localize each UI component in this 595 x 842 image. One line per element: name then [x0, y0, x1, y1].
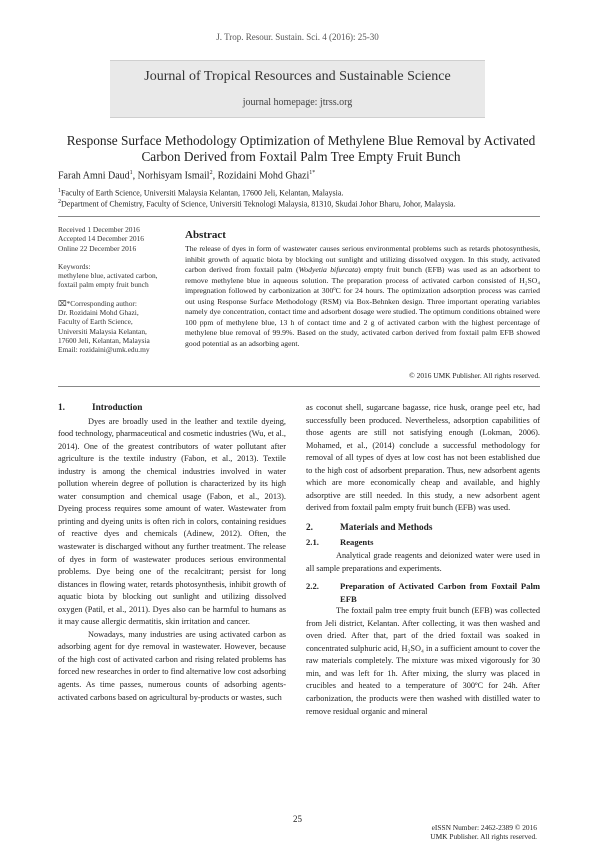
author-name: Farah Amni Daud — [58, 170, 130, 182]
paragraph: Analytical grade reagents and deionized water were used in all sample preparations and experiments. — [306, 551, 540, 573]
corresponding-author-email[interactable]: Email: rozidaini@umk.edu.my — [58, 345, 150, 355]
section-number: 1. — [58, 403, 65, 413]
divider — [58, 216, 540, 217]
section-title: Materials and Methods — [340, 522, 433, 533]
affiliation-text: Department of Chemistry, Faculty of Science, Universiti Teknologi Malaysia, 81310, Skudai Johor Bharu, Johor, Malaysia. — [61, 199, 456, 209]
paragraph: The foxtail palm tree empty fruit bunch (EFB) was collected from Jeli district, Kelantan. After collecting, it was then washed and oven dried. After that, part of the dried foxtail was soaked in concentrated sulphuric acid, H₂SO₄ in a sufficient amount to cover the raw materials completely. The mixture was mixed vigorously for 30 min, and was left for 1h. After mixing, the slurry was placed in crucibles and heated to a temperature of 300ºC for 24h. After carbonization, the products were then washed with distilled water to remove residual organic and mineral — [306, 606, 540, 716]
paragraph: Dyes are broadly used in the leather and textile dyeing, food technology, pharmaceutical and cosmetic industries (Wu, et al., 2014). One of the greatest contributors of water pollutant after agriculture is the textile industry (Fabon, et al., 2013). Textile industry is among the chemical industries involved in water pollution wherein degree of pollution is characterized by its high water consumption and chemical usage (Fabon, et al., 2013). Dyeing process requires some amount of water. Wastewater from printing and dyeing units is often rich in colors, containing residues of reactive dyes and chemicals (Adinew, 2012). Often, the wastewater is discharged without any further treatment. The release of dyes in form of wastewater produces serious environmental problems. Dye being one of the recalcitrant; persist for long distances in flowing water, retards photosynthesis, inhibit growth of aquatic biota by blocking out sunlight and utilizing dissolved oxygen (Patil, et al., 2011). Dyes also can be harmful to humans as it may cause allergic dermatitis, skin irritation and cancer. — [58, 416, 286, 627]
species-name: Wodyetia bifurcata — [298, 265, 359, 274]
corresponding-author-line: Universiti Malaysia Kelantan, — [58, 326, 147, 336]
online-date: Online 22 December 2016 — [58, 243, 137, 253]
abstract-text — [185, 244, 540, 349]
affiliation — [58, 199, 456, 209]
journal-homepage-link[interactable]: journal homepage: jtrss.org — [242, 97, 353, 108]
corresponding-author-line: Dr. Rozidaini Mohd Ghazi, — [58, 308, 139, 318]
section-heading — [58, 402, 286, 415]
abstract-heading: Abstract — [185, 229, 226, 241]
keywords-label: Keywords: — [58, 261, 91, 271]
eissn: eISSN Number: 2462-2389 © 2016 — [431, 823, 537, 832]
subsection-number: 2.1. — [306, 537, 319, 548]
author-name: Rozidaini Mohd Ghazi — [217, 170, 310, 182]
affiliation-mark: 2 — [58, 199, 61, 205]
affiliation-text: Faculty of Earth Science, Universiti Malaysia Kelantan, 17600 Jeli, Kelantan, Malaysia. — [61, 188, 344, 198]
journal-banner — [110, 60, 485, 118]
author-affiliation-mark: 1* — [309, 170, 316, 176]
footer-issn — [430, 823, 537, 841]
abstract-part: The release of dyes in form of wastewater causes serious environmental problems such as retards photosynthesis, inhibit growth of aquatic biota by blocking out sunlight and utilizing dissolved oxygen. In this study, activated carbon derived from foxtail palm ( — [185, 244, 540, 274]
abstract-part: ) empty fruit bunch (EFB) was used as an adsorbent to remove methylene blue in aqueous solution. The preparation process of activated carbon consisted of H₂SO₄ impregnation followed by carbonization at 300ºC for 24 hours. The optimization adsorption process was carried out using Response Surface Methodology (RSM) via Box-Behnken design. Three important operating variables namely dye concentration, contact time and adsorbent dosage were studied. The optimum conditions obtained were 100 ppm of methylene blue, 13 h of contact time and 2 g of activated carbon with the highest percentage of methylene blue removal of 99.9%. Based on the study, activated carbon derived from foxtail palm EFB showed good potential as an adsorbing agent. — [185, 265, 540, 348]
subsection-title: Preparation of Activated Carbon from Foxtail Palm EFB — [340, 581, 540, 604]
paper-title: Response Surface Methodology Optimization of Methylene Blue Removal by Activated Carbon Derived from Foxtail Palm Tree Empty Fruit Bunch — [66, 133, 536, 164]
subsection-number: 2.2. — [306, 581, 319, 592]
divider — [58, 386, 540, 387]
subsection-heading — [306, 536, 540, 549]
affiliation-mark: 1 — [58, 188, 61, 194]
paragraph: as coconut shell, sugarcane bagasse, rice husk, orange peel etc, had successfully been produced. Nevertheless, adsorption capabilities of those agents are still not satisfying enough (Lokman, 2006). Mohamed, et al., (2014) conclude a successful methodology for removal of all types of dyes at low cost has not been established due to the high cost of adsorbent preparation. Thus, new adsorbent agents which are more economically cheap and available, and highly adsorptive are still needed. In this study, a new adsorbent agent derived from foxtail palm empty fruit bunch (EFB) was used. — [306, 403, 540, 513]
affiliation — [58, 188, 343, 198]
section-title: Introduction — [92, 403, 143, 413]
section-number: 2. — [306, 522, 313, 533]
journal-title: Journal of Tropical Resources and Sustainable Science — [144, 69, 451, 84]
corresponding-author-line: 17600 Jeli, Kelantan, Malaysia — [58, 335, 150, 345]
author-affiliation-mark: 1 — [129, 170, 133, 176]
author-name: Norhisyam Ismail — [137, 170, 210, 182]
corresponding-author-line: Faculty of Earth Science, — [58, 317, 133, 327]
subsection-heading — [306, 580, 540, 605]
subsection-title: Reagents — [340, 537, 374, 548]
right-column — [306, 402, 540, 718]
corresponding-author-label: ⌧*Corresponding author: — [58, 298, 137, 308]
section-heading — [306, 522, 540, 535]
paragraph: Nowadays, many industries are using activated carbon as adsorbing agent for dye removal in wastewater. However, because of the high cost of activated carbon and rising related problems has forced new researches in order to find alternative low cost adsorbing agents. As time passes, numerous counts of adsorbing agents-activated carbons based on agricultural by-products or wastes, such — [58, 629, 286, 702]
author-affiliation-mark: 2 — [209, 170, 213, 176]
article-info — [58, 225, 173, 355]
accepted-date: Accepted 14 December 2016 — [58, 234, 144, 244]
keywords: methylene blue, activated carbon, foxtail palm empty fruit bunch — [58, 271, 158, 290]
publisher-rights: UMK Publisher. All rights reserved. — [430, 832, 537, 841]
author-list: Farah Amni Daud$^1$, Norhisyam Ismail$^2$, Rozidaini Mohd Ghazi$^{1*}$ — [58, 170, 316, 182]
left-column — [58, 402, 286, 704]
received-date: Received 1 December 2016 — [58, 225, 140, 234]
abstract-copyright: © 2016 UMK Publisher. All rights reserved. — [409, 371, 540, 380]
journal-reference: J. Trop. Resour. Sustain. Sci. 4 (2016): 25-30 — [216, 32, 379, 42]
page-number: 25 — [293, 814, 302, 824]
